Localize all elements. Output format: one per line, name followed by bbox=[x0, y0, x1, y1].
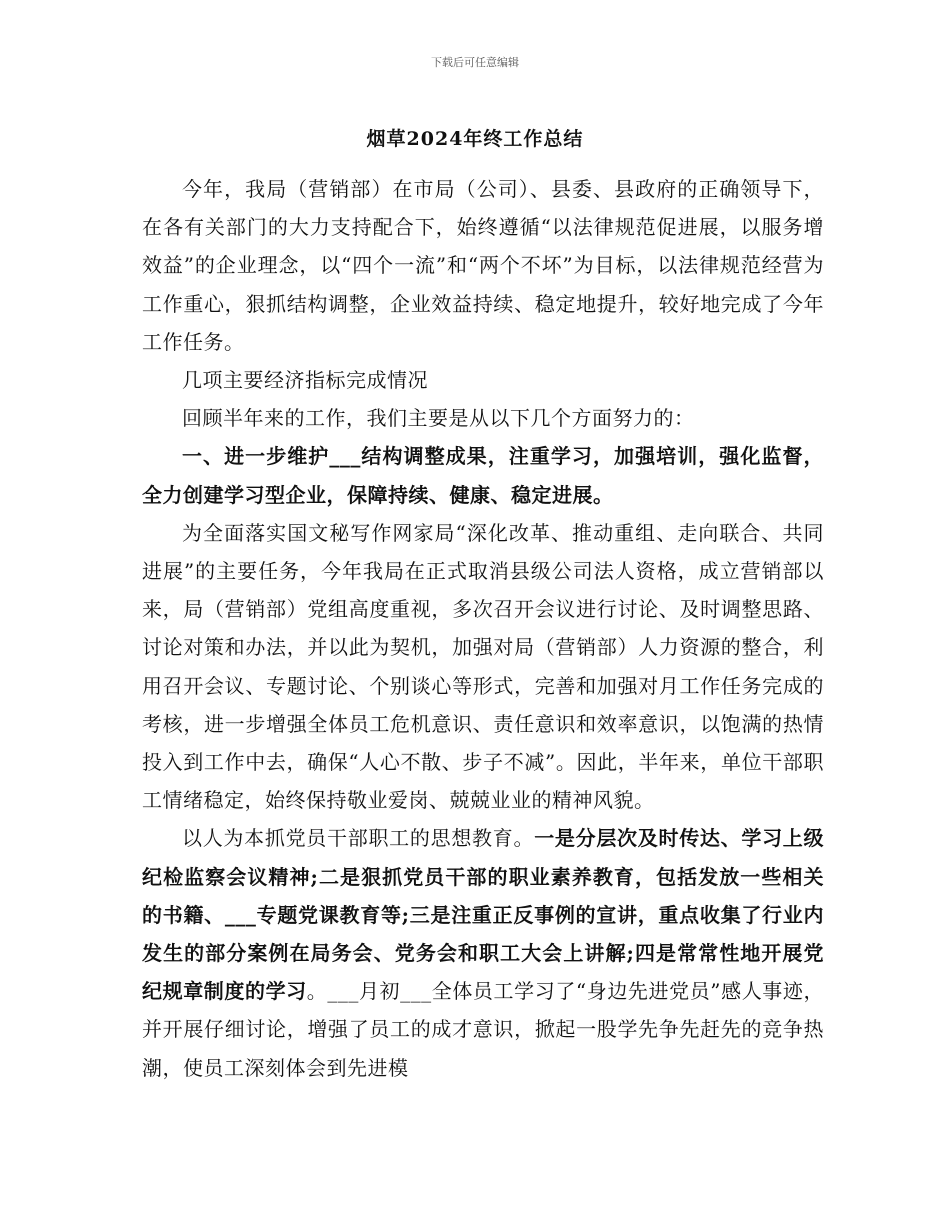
paragraph-indicators-heading: 几项主要经济指标完成情况 bbox=[182, 368, 428, 393]
document-title: 烟草2024年终工作总结 bbox=[366, 128, 584, 150]
education-bold-text: 一是分层次及时传达、学习上级纪检监察会议精神;二是狠抓党员干部的职业素养教育，包括发放一些相关的书籍、___专题党课教育等;三是注重正反事例的宣讲，重点收集了行业内发生的部分案例在局务会、党务会和职工大会上讲解;四是常常性地开展党纪规章制度的学习 bbox=[142, 826, 825, 1004]
paragraph-review: 回顾半年来的工作，我们主要是从以下几个方面努力的： bbox=[182, 406, 695, 431]
document-body bbox=[142, 170, 824, 1087]
education-tail-text: 。___月初___全体员工学习了“身边先进党员”感人事迹，并开展仔细讨论，增强了员工的成才意识，掀起一股学先争先赶先的竞争热潮，使员工深刻体会到先进模 bbox=[142, 979, 824, 1080]
page-header-note: 下载后可任意编辑 bbox=[431, 56, 519, 69]
paragraph-intro: 今年，我局（营销部）在市局（公司）、县委、县政府的正确领导下，在各有关部门的大力支持配合下，始终遵循“以法律规范促进展，以服务增效益”的企业理念，以“四个一流”和“两个不坏”为目标，以法律规范经营为工作重心，狠抓结构调整，企业效益持续、稳定地提升，较好地完成了今年工作任务。 bbox=[142, 177, 824, 354]
section-heading-one: 一、进一步维护___结构调整成果，注重学习，加强培训，强化监督，全力创建学习型企业，保障持续、健康、稳定进展。 bbox=[142, 444, 824, 507]
education-lead-text: 以人为本抓党员干部职工的思想教育。 bbox=[182, 826, 535, 851]
paragraph-reform: 为全面落实国文秘写作网家局“深化改革、推动重组、走向联合、共同进展”的主要任务，今年我局在正式取消县级公司法人资格，成立营销部以来，局（营销部）党组高度重视，多次召开会议进行讨论、及时调整思路、讨论对策和办法，并以此为契机，加强对局（营销部）人力资源的整合，利用召开会议、专题讨论、个别谈心等形式，完善和加强对月工作任务完成的考核，进一步增强全体员工危机意识、责任意识和效率意识，以饱满的热情投入到工作中去，确保“人心不散、步子不减”。因此，半年来，单位干部职工情绪稳定，始终保持敬业爱岗、兢兢业业的精神风貌。 bbox=[142, 520, 824, 813]
paragraph-education bbox=[142, 819, 824, 1086]
